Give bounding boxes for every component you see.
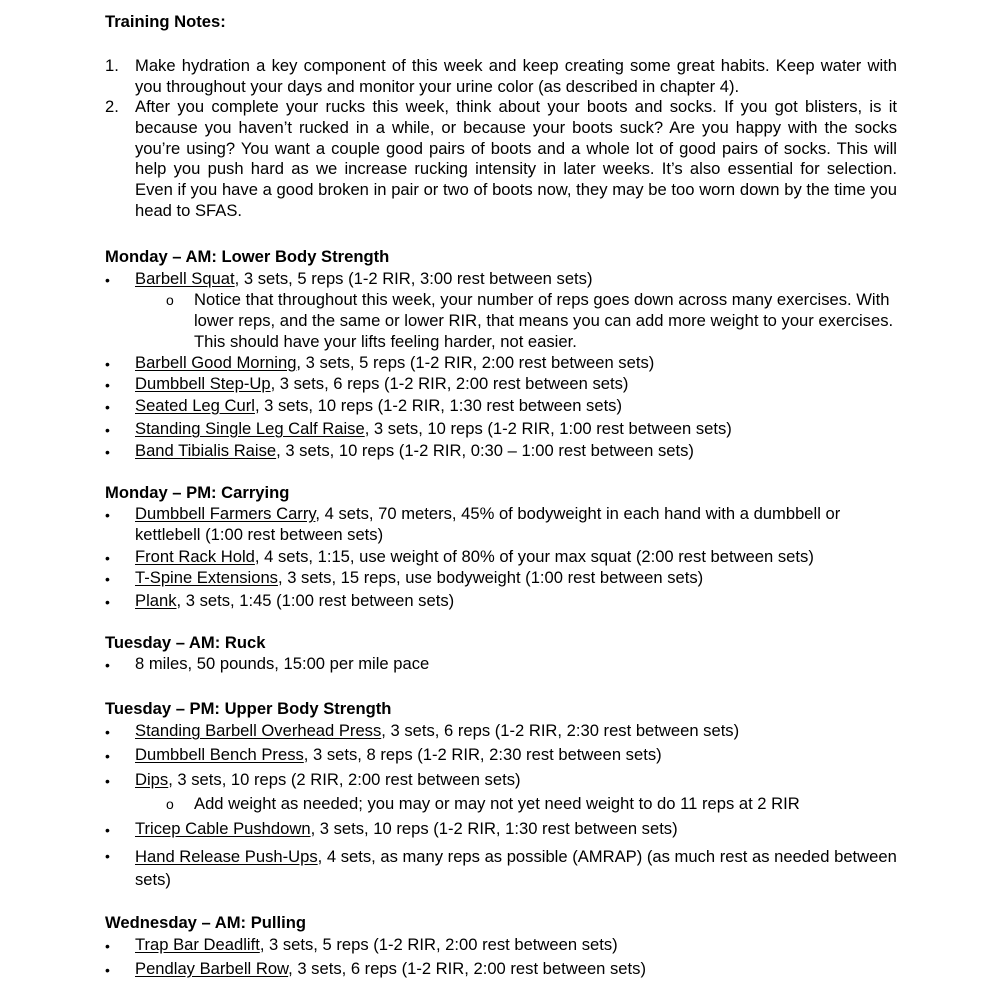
exercise-item [135,269,897,290]
exercise-detail: , 3 sets, 5 reps (1-2 RIR, 2:00 rest between sets) [296,353,655,372]
note-number: 2. [105,97,119,116]
exercise-detail: , 3 sets, 10 reps (2 RIR, 2:00 rest between sets) [168,770,521,789]
exercise-link[interactable]: Standing Single Leg Calf Raise [135,419,365,438]
exercise-detail: , 3 sets, 5 reps (1-2 RIR, 2:00 rest between sets) [259,935,618,954]
bullet-icon: • [105,356,110,372]
exercise-note: Notice that throughout this week, your number of reps goes down across many exercises. With lower reps, and the same or lower RIR, that means you can add more weight to your exercises. This should have your lifts feeling harder, not easier. [194,290,894,351]
exercise-item [135,721,897,742]
exercise-detail: , 3 sets, 10 reps (1-2 RIR, 1:30 rest between sets) [254,396,623,415]
exercise-link[interactable]: Standing Barbell Overhead Press [135,721,382,740]
exercise-detail: , 4 sets, as many reps as possible (AMRAP) (as much rest as needed between sets) [135,847,897,889]
exercise-detail: , 3 sets, 6 reps (1-2 RIR, 2:00 rest between sets) [270,374,629,393]
exercise-item [135,441,897,462]
exercise-detail: , 3 sets, 1:45 (1:00 rest between sets) [176,591,455,610]
exercise-note: Add weight as needed; you may or may not yet need weight to do 11 reps at 2 RIR [194,794,800,813]
exercise-link[interactable]: T-Spine Extensions [135,568,278,587]
exercise-link[interactable]: Pendlay Barbell Row [135,959,289,978]
exercise-item [135,374,897,395]
bullet-icon: • [105,422,110,438]
exercise-detail: , 3 sets, 6 reps (1-2 RIR, 2:00 rest between sets) [288,959,646,978]
note-text: Make hydration a key component of this week and keep creating some great habits. Keep water with you throughout your days and monitor your urine color (as described in chapter 4). [135,56,897,96]
exercise-link[interactable]: Front Rack Hold [135,547,255,566]
exercise-item [135,770,897,791]
bullet-icon: • [105,848,110,864]
exercise-link[interactable]: Dumbbell Step-Up [135,374,271,393]
sub-bullet-icon: o [166,796,174,812]
exercise-item [135,935,897,956]
exercise-item [135,547,897,568]
exercise-link[interactable]: Dumbbell Bench Press [135,745,304,764]
bullet-icon: • [105,748,110,764]
bullet-icon: • [105,507,110,523]
exercise-item [135,591,897,612]
exercise-detail: , 3 sets, 10 reps (1-2 RIR, 1:30 rest between sets) [310,819,678,838]
exercise-detail: , 4 sets, 1:15, use weight of 80% of your max squat (2:00 rest between sets) [254,547,814,566]
section-heading: Monday – AM: Lower Body Strength [105,247,390,266]
exercise-link[interactable]: Plank [135,591,177,610]
note-text: After you complete your rucks this week, think about your boots and socks. If you got blisters, is it because you haven’t rucked in a while, or because your boots suck? Are you happy with the socks you’re using? You want a couple good pairs of boots and a whole lot of good pairs of socks. This will help you push hard as we increase rucking intensity in later weeks. It’s also essential for selection. Even if you have a good broken in pair or two of boots now, they may be too worn down by the time you head to SFAS. [135,97,897,220]
bullet-icon: • [105,594,110,610]
exercise-item [135,419,897,440]
exercise-link[interactable]: Tricep Cable Pushdown [135,819,311,838]
ruck-detail: 8 miles, 50 pounds, 15:00 per mile pace [135,654,430,673]
bullet-icon: • [105,272,110,288]
bullet-icon: • [105,550,110,566]
bullet-icon: • [105,377,110,393]
bullet-icon: • [105,822,110,838]
exercise-detail: , 3 sets, 8 reps (1-2 RIR, 2:30 rest between sets) [303,745,662,764]
bullet-icon: • [105,571,110,587]
exercise-link[interactable]: Barbell Squat [135,269,235,288]
sub-bullet-icon: o [166,292,174,308]
exercise-item [135,396,897,417]
note-number: 1. [105,56,119,75]
exercise-detail: , 3 sets, 5 reps (1-2 RIR, 3:00 rest between sets) [234,269,593,288]
exercise-link[interactable]: Seated Leg Curl [135,396,255,415]
exercise-item [135,845,897,891]
exercise-link[interactable]: Hand Release Push-Ups [135,847,318,866]
exercise-detail: , 3 sets, 10 reps (1-2 RIR, 0:30 – 1:00 rest between sets) [276,441,694,460]
exercise-link[interactable]: Dips [135,770,169,789]
exercise-link[interactable]: Dumbbell Farmers Carry [135,504,316,523]
exercise-item [135,745,897,766]
exercise-item [135,568,897,589]
section-heading: Tuesday – AM: Ruck [105,633,266,652]
exercise-item [135,819,897,840]
section-heading: Wednesday – AM: Pulling [105,913,306,932]
exercise-link[interactable]: Band Tibialis Raise [135,441,277,460]
exercise-item [135,353,897,374]
bullet-icon: • [105,399,110,415]
exercise-detail: , 3 sets, 6 reps (1-2 RIR, 2:30 rest between sets) [381,721,740,740]
bullet-icon: • [105,938,110,954]
section-heading: Tuesday – PM: Upper Body Strength [105,699,392,718]
bullet-icon: • [105,444,110,460]
bullet-icon: • [105,773,110,789]
section-heading: Monday – PM: Carrying [105,483,290,502]
bullet-icon: • [105,962,110,978]
exercise-item [135,504,897,546]
training-notes-title: Training Notes: [105,12,226,31]
exercise-link[interactable]: Trap Bar Deadlift [135,935,260,954]
bullet-icon: • [105,657,110,673]
exercise-detail: , 3 sets, 15 reps, use bodyweight (1:00 rest between sets) [277,568,704,587]
exercise-item [135,959,897,980]
exercise-detail: , 3 sets, 10 reps (1-2 RIR, 1:00 rest between sets) [364,419,732,438]
ruck-item [135,654,897,675]
exercise-detail: , 4 sets, 70 meters, 45% of bodyweight in each hand with a dumbbell or kettlebell (1:00 rest between sets) [135,504,841,544]
exercise-link[interactable]: Barbell Good Morning [135,353,297,372]
bullet-icon: • [105,724,110,740]
